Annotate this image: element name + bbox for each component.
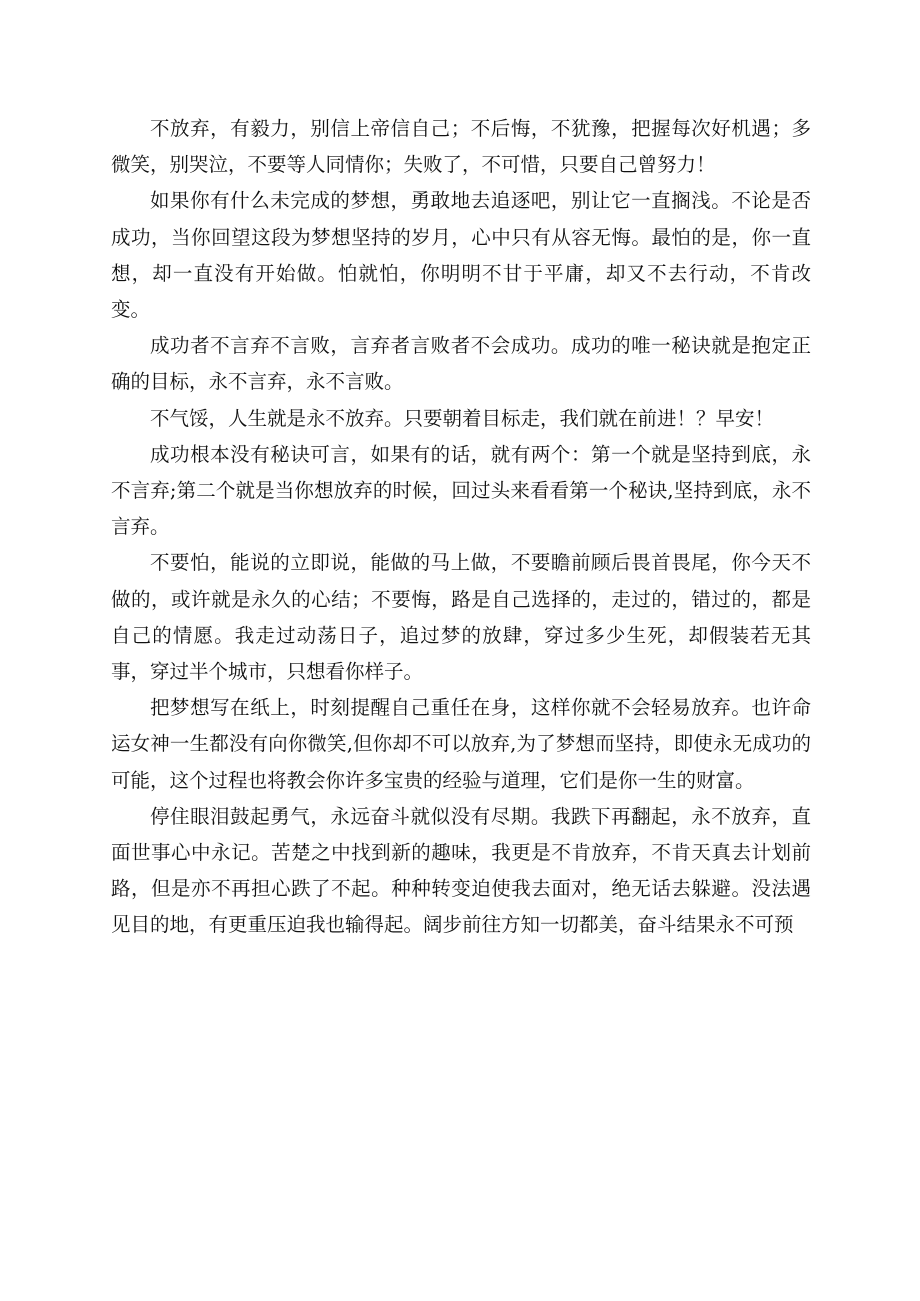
- paragraph-6: 不要怕，能说的立即说，能做的马上做，不要瞻前顾后畏首畏尾，你今天不做的，或许就是永久的心结；不要悔，路是自己选择的，走过的，错过的，都是自己的情愿。我走过动荡日子，追过梦的放肆，穿过多少生死，却假装若无其事，穿过半个城市，只想看你样子。: [111, 551, 811, 684]
- paragraph-5: 成功根本没有秘诀可言，如果有的话，就有两个：第一个就是坚持到底，永不言弃;第二个就是当你想放弃的时候，回过头来看看第一个秘诀,坚持到底，永不言弃。: [111, 442, 811, 539]
- paragraph-2: 如果你有什么未完成的梦想，勇敢地去追逐吧，别让它一直搁浅。不论是否成功，当你回望这段为梦想坚持的岁月，心中只有从容无悔。最怕的是，你一直想，却一直没有开始做。怕就怕，你明明不甘于平庸，却又不去行动，不肯改变。: [111, 189, 811, 322]
- paragraph-1: 不放弃，有毅力，别信上帝信自己；不后悔，不犹豫，把握每次好机遇；多微笑，别哭泣，不要等人同情你；失败了，不可惜，只要自己曾努力！: [111, 117, 811, 177]
- paragraph-8: 停住眼泪鼓起勇气，永远奋斗就似没有尽期。我跌下再翻起，永不放弃，直面世事心中永记。苦楚之中找到新的趣味，我更是不肯放弃，不肯天真去计划前路，但是亦不再担心跌了不起。种种转变迫使我去面对，绝无话去躲避。没法遇见目的地，有更重压迫我也输得起。阔步前往方知一切都美，奋斗结果永不可预: [111, 804, 811, 937]
- paragraph-7: 把梦想写在纸上，时刻提醒自己重任在身，这样你就不会轻易放弃。也许命运女神一生都没有向你微笑,但你却不可以放弃,为了梦想而坚持，即使永无成功的可能，这个过程也将教会你许多宝贵的经验与道理，它们是你一生的财富。: [111, 696, 811, 792]
- paragraph-4: 不气馁，人生就是永不放弃。只要朝着目标走，我们就在前进！？早安！: [150, 406, 775, 430]
- paragraph-3: 成功者不言弃不言败，言弃者言败者不会成功。成功的唯一秘诀就是抱定正确的目标，永不言弃，永不言败。: [111, 334, 811, 394]
- document-body: [111, 111, 811, 944]
